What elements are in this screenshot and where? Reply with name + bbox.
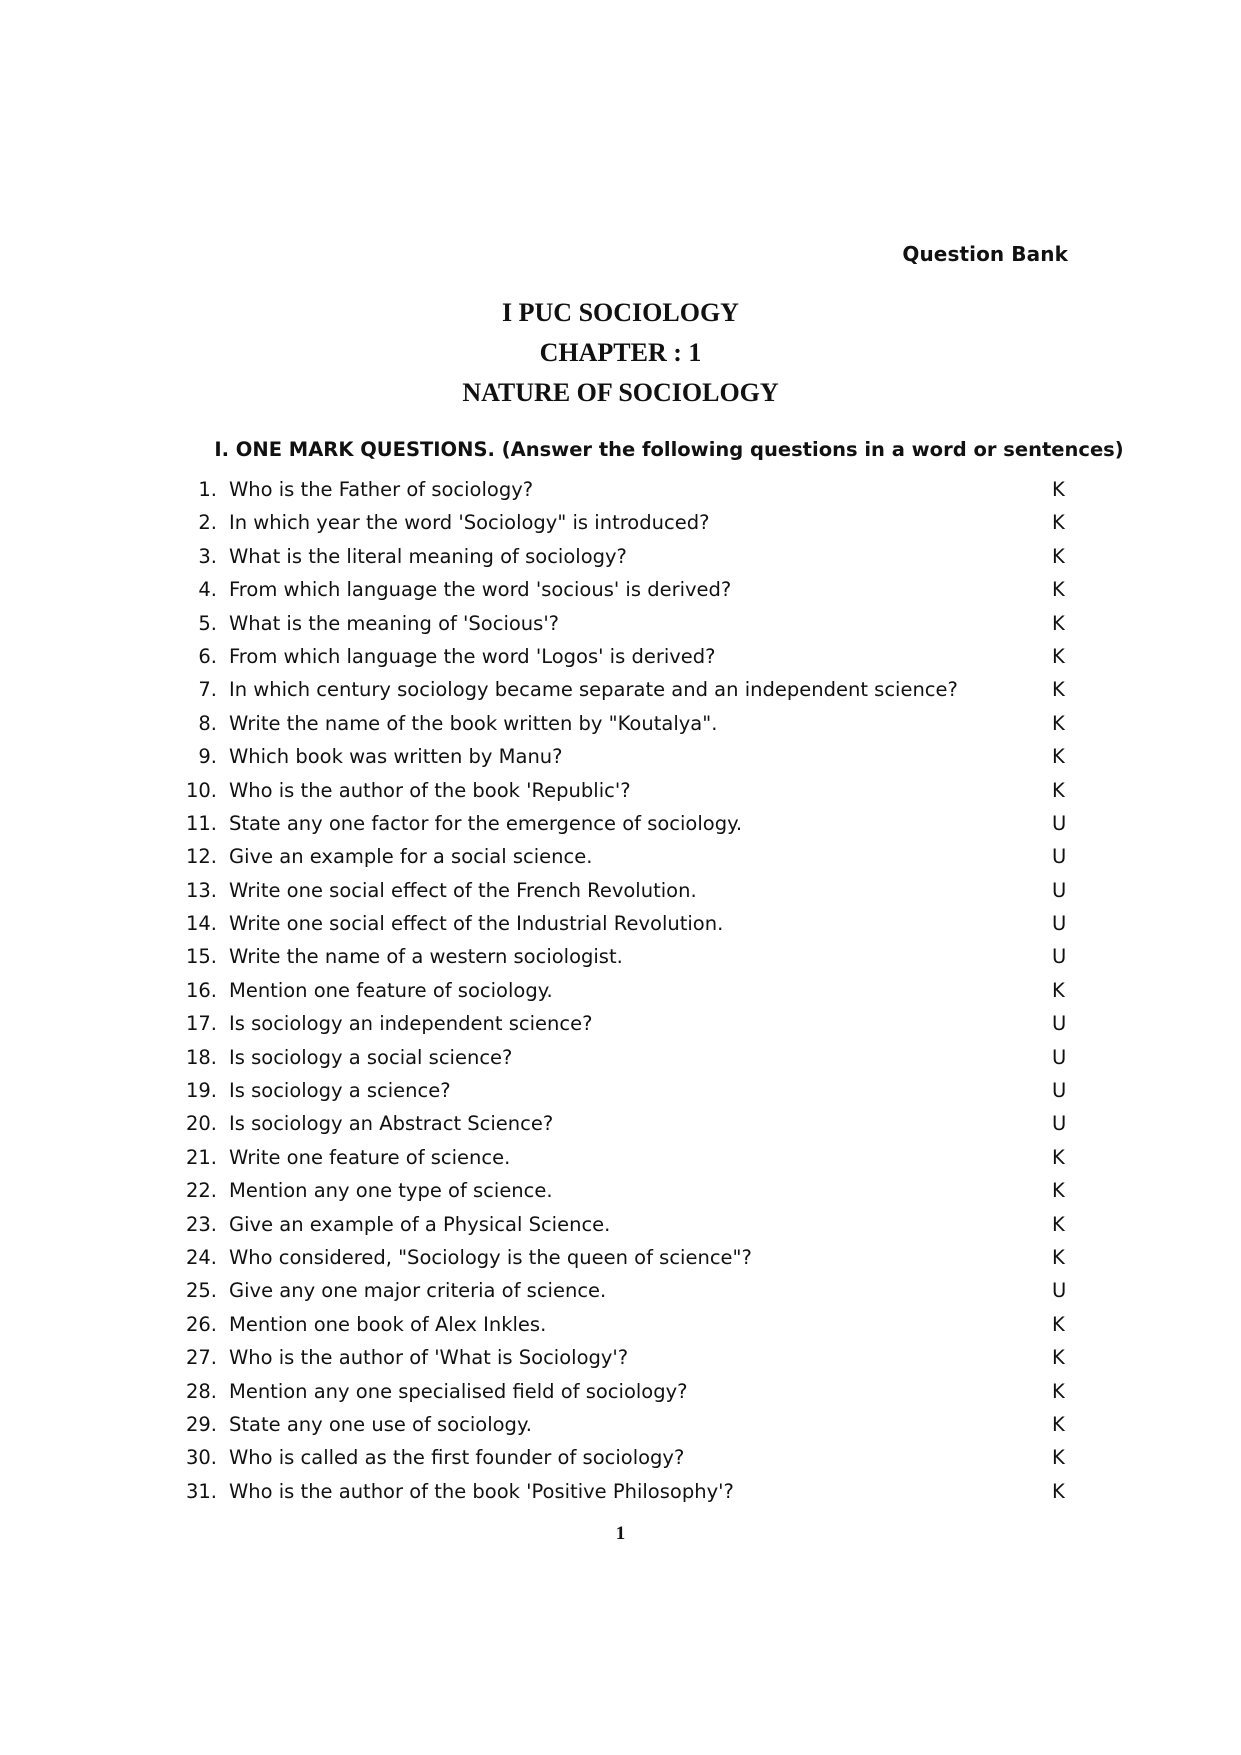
question-item bbox=[0, 573, 1241, 606]
page-number: 1 bbox=[615, 1523, 626, 1544]
question-number: 15. bbox=[185, 945, 217, 969]
question-level: K bbox=[1052, 1379, 1065, 1403]
question-number: 8. bbox=[198, 711, 217, 735]
question-item bbox=[0, 1174, 1241, 1207]
question-level: K bbox=[1052, 978, 1065, 1002]
question-item bbox=[0, 940, 1241, 973]
question-text: What is the meaning of 'Socious'? bbox=[229, 611, 560, 635]
question-item bbox=[0, 1375, 1241, 1408]
question-item bbox=[0, 1007, 1241, 1040]
question-level: U bbox=[1052, 1279, 1067, 1303]
question-item bbox=[0, 707, 1241, 740]
question-level: K bbox=[1052, 1479, 1065, 1503]
question-number: 26. bbox=[185, 1312, 217, 1336]
question-number: 25. bbox=[185, 1279, 217, 1303]
question-level: K bbox=[1052, 711, 1065, 735]
question-level: U bbox=[1052, 1079, 1067, 1103]
question-item bbox=[0, 1241, 1241, 1274]
question-level: K bbox=[1052, 1312, 1065, 1336]
question-item bbox=[0, 1208, 1241, 1241]
question-item bbox=[0, 1074, 1241, 1107]
question-text: Who is called as the first founder of sociology? bbox=[229, 1446, 685, 1470]
question-text: Is sociology an Abstract Science? bbox=[229, 1112, 554, 1136]
section-heading bbox=[203, 438, 1124, 461]
question-text: From which language the word 'socious' is derived? bbox=[229, 578, 732, 602]
question-number: 12. bbox=[185, 845, 217, 869]
question-item bbox=[0, 1141, 1241, 1174]
question-text: Is sociology an independent science? bbox=[229, 1012, 593, 1036]
question-text: Mention one feature of sociology. bbox=[229, 978, 553, 1002]
question-item bbox=[0, 473, 1241, 506]
question-bank-label: Question Bank bbox=[902, 242, 1068, 266]
question-number: 28. bbox=[185, 1379, 217, 1403]
question-number: 14. bbox=[185, 912, 217, 936]
question-item bbox=[0, 1041, 1241, 1074]
question-text: Write one feature of science. bbox=[229, 1145, 511, 1169]
question-level: K bbox=[1052, 1212, 1065, 1236]
question-number: 29. bbox=[185, 1412, 217, 1436]
question-number: 31. bbox=[185, 1479, 217, 1503]
question-text: In which year the word 'Sociology" is introduced? bbox=[229, 511, 710, 535]
question-text: Mention any one type of science. bbox=[229, 1179, 553, 1203]
question-level: U bbox=[1052, 912, 1067, 936]
question-level: K bbox=[1052, 678, 1065, 702]
question-number: 7. bbox=[198, 678, 217, 702]
question-level: U bbox=[1052, 1045, 1067, 1069]
question-number: 21. bbox=[185, 1145, 217, 1169]
question-text: Give any one major criteria of science. bbox=[229, 1279, 607, 1303]
question-number: 9. bbox=[198, 745, 217, 769]
question-number: 18. bbox=[185, 1045, 217, 1069]
question-item bbox=[0, 874, 1241, 907]
question-text: In which century sociology became separate and an independent science? bbox=[229, 678, 958, 702]
question-item bbox=[0, 1475, 1241, 1508]
question-number: 27. bbox=[185, 1346, 217, 1370]
question-text: Mention any one specialised field of sociology? bbox=[229, 1379, 688, 1403]
question-item bbox=[0, 1408, 1241, 1441]
question-number: 1. bbox=[198, 478, 217, 501]
question-text: Write one social effect of the Industrial Revolution. bbox=[229, 912, 724, 936]
question-level: K bbox=[1052, 611, 1065, 635]
question-text: Who is the author of the book 'Positive Philosophy'? bbox=[229, 1479, 734, 1503]
question-level: K bbox=[1052, 1346, 1065, 1370]
question-number: 19. bbox=[185, 1079, 217, 1103]
section-numeral: I. bbox=[214, 438, 229, 461]
question-number: 6. bbox=[198, 644, 217, 668]
section-heading-text: ONE MARK QUESTIONS. (Answer the following questions in a word or sentences) bbox=[235, 438, 1124, 461]
question-list bbox=[0, 473, 1241, 1508]
question-number: 24. bbox=[185, 1245, 217, 1269]
course-title: I PUC SOCIOLOGY bbox=[502, 298, 739, 327]
question-text: Give an example for a social science. bbox=[229, 845, 593, 869]
question-item bbox=[0, 1441, 1241, 1474]
question-item bbox=[0, 974, 1241, 1007]
question-item bbox=[0, 807, 1241, 840]
chapter-title: CHAPTER : 1 bbox=[539, 338, 702, 367]
title-block bbox=[0, 293, 1241, 413]
question-level: K bbox=[1052, 1412, 1065, 1436]
question-item bbox=[0, 673, 1241, 706]
question-text: From which language the word 'Logos' is derived? bbox=[229, 644, 716, 668]
question-text: State any one factor for the emergence of sociology. bbox=[229, 811, 743, 835]
question-number: 2. bbox=[198, 511, 217, 535]
question-level: K bbox=[1052, 745, 1065, 769]
question-item bbox=[0, 840, 1241, 873]
question-item bbox=[0, 607, 1241, 640]
question-level: K bbox=[1052, 511, 1065, 535]
question-number: 13. bbox=[185, 878, 217, 902]
question-level: U bbox=[1052, 945, 1067, 969]
chapter-name: NATURE OF SOCIOLOGY bbox=[462, 378, 779, 407]
question-level: K bbox=[1052, 544, 1065, 568]
question-level: K bbox=[1052, 1446, 1065, 1470]
question-number: 22. bbox=[185, 1179, 217, 1203]
question-level: U bbox=[1052, 845, 1067, 869]
question-text: State any one use of sociology. bbox=[229, 1412, 532, 1436]
question-number: 16. bbox=[185, 978, 217, 1002]
question-level: K bbox=[1052, 1245, 1065, 1269]
question-item bbox=[0, 907, 1241, 940]
question-text: Who is the author of 'What is Sociology'? bbox=[229, 1346, 629, 1370]
question-number: 3. bbox=[198, 544, 217, 568]
question-number: 5. bbox=[198, 611, 217, 635]
question-level: K bbox=[1052, 778, 1065, 802]
question-level: K bbox=[1052, 578, 1065, 602]
question-text: Write one social effect of the French Revolution. bbox=[229, 878, 697, 902]
question-text: Who is the author of the book 'Republic'? bbox=[229, 778, 631, 802]
question-level: K bbox=[1052, 1145, 1065, 1169]
question-text: Who is the Father of sociology? bbox=[229, 478, 534, 501]
question-text: Which book was written by Manu? bbox=[229, 745, 563, 769]
question-item bbox=[0, 1341, 1241, 1374]
question-text: Is sociology a social science? bbox=[229, 1045, 513, 1069]
question-text: Give an example of a Physical Science. bbox=[229, 1212, 611, 1236]
question-number: 23. bbox=[185, 1212, 217, 1236]
question-item bbox=[0, 1274, 1241, 1307]
question-number: 17. bbox=[185, 1012, 217, 1036]
question-number: 4. bbox=[198, 578, 217, 602]
question-number: 11. bbox=[185, 811, 217, 835]
question-text: Write the name of a western sociologist. bbox=[229, 945, 623, 969]
question-text: Write the name of the book written by "Koutalya". bbox=[229, 711, 718, 735]
question-item bbox=[0, 540, 1241, 573]
question-number: 10. bbox=[185, 778, 217, 802]
question-level: K bbox=[1052, 1179, 1065, 1203]
question-level: U bbox=[1052, 1112, 1067, 1136]
question-text: Is sociology a science? bbox=[229, 1079, 451, 1103]
question-text: What is the literal meaning of sociology? bbox=[229, 544, 627, 568]
question-text: Mention one book of Alex Inkles. bbox=[229, 1312, 547, 1336]
question-level: U bbox=[1052, 811, 1067, 835]
question-item bbox=[0, 740, 1241, 773]
question-level: K bbox=[1052, 644, 1065, 668]
question-item bbox=[0, 506, 1241, 539]
question-item bbox=[0, 640, 1241, 673]
question-number: 20. bbox=[185, 1112, 217, 1136]
question-text: Who considered, "Sociology is the queen of science"? bbox=[229, 1245, 752, 1269]
question-number: 30. bbox=[185, 1446, 217, 1470]
question-level: K bbox=[1052, 478, 1065, 501]
question-level: U bbox=[1052, 1012, 1067, 1036]
question-item bbox=[0, 774, 1241, 807]
question-item bbox=[0, 1308, 1241, 1341]
question-item bbox=[0, 1107, 1241, 1140]
question-level: U bbox=[1052, 878, 1067, 902]
